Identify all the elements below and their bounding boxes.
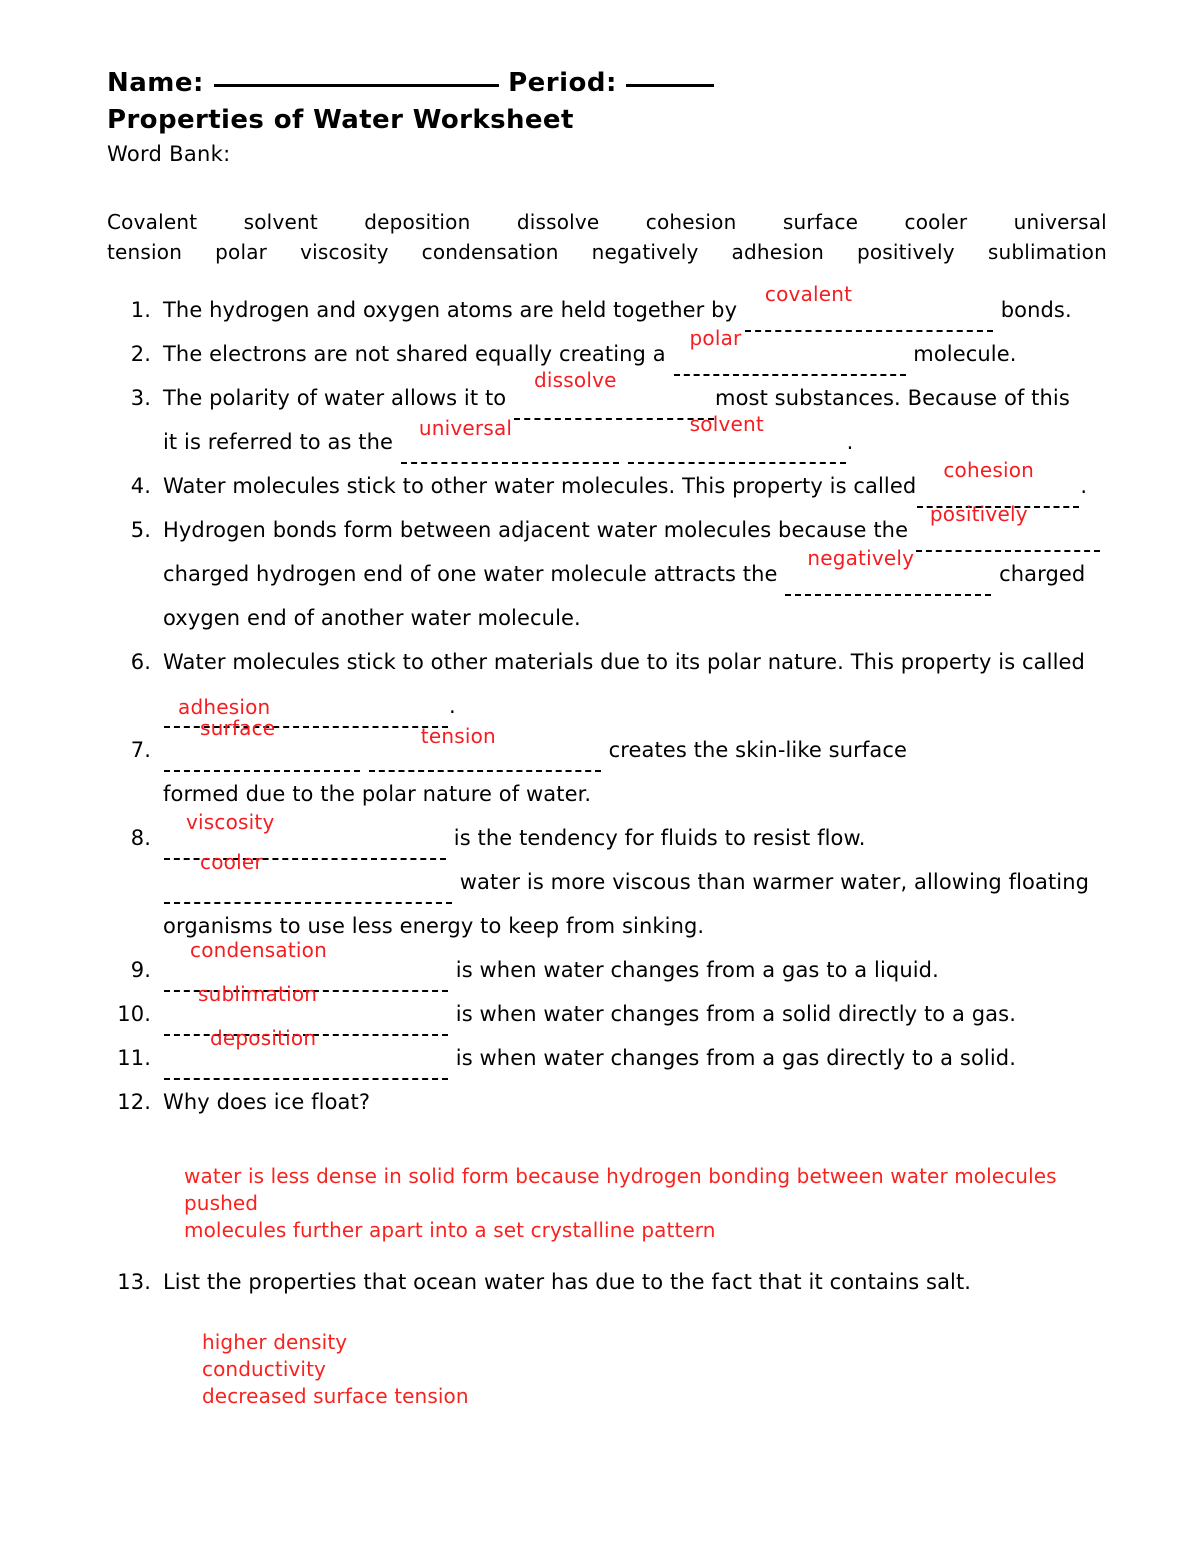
word-bank-term: deposition bbox=[364, 210, 471, 234]
question-body bbox=[163, 1260, 1117, 1304]
question-prompt-3: oxygen end of another water molecule. bbox=[163, 606, 581, 630]
word-bank-term: polar bbox=[215, 240, 268, 264]
question-list bbox=[107, 282, 1117, 1304]
answer-blank[interactable] bbox=[745, 282, 993, 332]
question-text-line bbox=[163, 282, 1117, 332]
answer-blank[interactable] bbox=[674, 326, 906, 376]
question-text-line bbox=[163, 1026, 1117, 1080]
question-body bbox=[163, 368, 1117, 464]
question-number: 6. bbox=[130, 650, 151, 674]
name-period-line bbox=[107, 66, 1117, 100]
question-suffix: most substances. Because of this bbox=[715, 386, 1070, 410]
question-suffix: bonds. bbox=[1000, 298, 1072, 322]
question-text-line bbox=[163, 502, 1117, 552]
question-suffix: is the tendency for fluids to resist flow. bbox=[453, 826, 866, 850]
response-line: molecules further apart into a set crystalline pattern bbox=[184, 1218, 716, 1242]
answer-blank[interactable] bbox=[164, 716, 360, 772]
word-bank-label: Word Bank: bbox=[107, 142, 231, 166]
student-answer: sublimation bbox=[198, 982, 318, 1006]
word-bank-term: viscosity bbox=[300, 240, 389, 264]
question-number: 3. bbox=[130, 386, 151, 410]
question-prompt-3: organisms to use less energy to keep from sinking. bbox=[163, 914, 705, 938]
question-number: 7. bbox=[130, 738, 151, 762]
answer-blank[interactable] bbox=[628, 412, 846, 464]
answer-blank[interactable] bbox=[164, 850, 452, 904]
question-number: 8. bbox=[130, 826, 151, 850]
word-bank bbox=[107, 207, 1107, 267]
period-label: Period: bbox=[508, 68, 617, 98]
word-bank-term: surface bbox=[782, 210, 859, 234]
student-answer: negatively bbox=[807, 546, 915, 570]
response-line: decreased surface tension bbox=[202, 1384, 469, 1408]
response-line: water is less dense in solid form because hydrogen bonding between water molecules pushed bbox=[184, 1164, 1057, 1215]
question-text-line-3 bbox=[163, 596, 1117, 640]
question-number: 5. bbox=[130, 518, 151, 542]
question-13-response bbox=[202, 1329, 1142, 1410]
question-text-line-2 bbox=[163, 546, 1117, 596]
word-bank-term: adhesion bbox=[731, 240, 824, 264]
question-suffix-2: water is more viscous than warmer water, allowing floating bbox=[459, 870, 1090, 894]
question-prompt-2: formed due to the polar nature of water. bbox=[163, 782, 592, 806]
question-body bbox=[163, 716, 1117, 816]
word-bank-term: positively bbox=[856, 240, 955, 264]
response-line: higher density bbox=[202, 1330, 348, 1354]
student-answer: adhesion bbox=[178, 695, 271, 719]
word-bank-term: tension bbox=[107, 240, 183, 264]
student-answer: tension bbox=[420, 724, 496, 748]
student-answer: deposition bbox=[210, 1026, 317, 1050]
question-11 bbox=[107, 1026, 1117, 1080]
student-answer: cooler bbox=[200, 850, 263, 874]
answer-blank[interactable] bbox=[369, 724, 601, 772]
student-answer: dissolve bbox=[534, 368, 617, 392]
answer-blank[interactable] bbox=[785, 546, 991, 596]
student-answer: positively bbox=[929, 502, 1028, 526]
question-3 bbox=[107, 368, 1117, 464]
question-suffix: is when water changes from a solid directly to a gas. bbox=[455, 1002, 1016, 1026]
question-suffix-2: charged bbox=[999, 562, 1086, 586]
name-blank[interactable] bbox=[214, 84, 499, 87]
question-suffix: is when water changes from a gas directly to a solid. bbox=[455, 1046, 1016, 1070]
question-text-line bbox=[163, 640, 1117, 684]
student-answer: universal bbox=[418, 416, 513, 440]
question-prompt: Why does ice float? bbox=[163, 1090, 371, 1114]
word-bank-term: solvent bbox=[243, 210, 318, 234]
word-bank-term: universal bbox=[1013, 210, 1107, 234]
answer-blank[interactable] bbox=[164, 1026, 448, 1080]
question-number: 9. bbox=[130, 958, 151, 982]
question-7 bbox=[107, 716, 1117, 816]
student-answer: covalent bbox=[764, 282, 853, 306]
question-body bbox=[163, 282, 1117, 332]
question-prompt: The polarity of water allows it to bbox=[163, 386, 507, 410]
question-suffix: . bbox=[1080, 474, 1088, 498]
question-body bbox=[163, 502, 1117, 640]
question-prompt: Water molecules stick to other water molecules. This property is called bbox=[163, 474, 917, 498]
question-body bbox=[163, 810, 1117, 948]
question-6 bbox=[107, 640, 1117, 728]
question-12-response bbox=[184, 1163, 1124, 1244]
question-body bbox=[163, 1080, 1117, 1124]
word-bank-row-1 bbox=[107, 207, 1107, 237]
question-suffix: molecule. bbox=[913, 342, 1017, 366]
student-answer: surface bbox=[200, 716, 276, 740]
question-text-line bbox=[163, 1080, 1117, 1124]
student-answer: polar bbox=[689, 326, 742, 350]
student-answer: solvent bbox=[689, 412, 764, 436]
question-body bbox=[163, 326, 1117, 376]
question-prompt-2: it is referred to as the bbox=[163, 430, 394, 454]
question-number: 13. bbox=[117, 1270, 151, 1294]
question-prompt: Hydrogen bonds form between adjacent water molecules because the bbox=[163, 518, 909, 542]
word-bank-term: condensation bbox=[421, 240, 559, 264]
word-bank-term: cohesion bbox=[645, 210, 737, 234]
question-number: 4. bbox=[130, 474, 151, 498]
question-number: 2. bbox=[130, 342, 151, 366]
word-bank-term: sublimation bbox=[987, 240, 1107, 264]
student-answer: cohesion bbox=[943, 458, 1035, 482]
answer-blank[interactable] bbox=[401, 416, 619, 464]
question-text-line bbox=[163, 716, 1117, 772]
answer-blank[interactable] bbox=[514, 368, 714, 420]
question-suffix: is when water changes from a gas to a liquid. bbox=[455, 958, 939, 982]
question-number: 1. bbox=[130, 298, 151, 322]
question-body bbox=[163, 640, 1117, 728]
question-8 bbox=[107, 810, 1117, 948]
question-text-line-2 bbox=[163, 684, 1117, 728]
question-text-line-2 bbox=[163, 772, 1117, 816]
word-bank-term: cooler bbox=[904, 210, 968, 234]
question-prompt-2: charged hydrogen end of one water molecule attracts the bbox=[163, 562, 778, 586]
question-12 bbox=[107, 1080, 1117, 1124]
question-suffix-2: . bbox=[449, 694, 456, 718]
name-label: Name: bbox=[107, 68, 204, 98]
question-suffix: creates the skin-like surface bbox=[608, 738, 907, 762]
question-1 bbox=[107, 282, 1117, 332]
question-text-line bbox=[163, 1260, 1117, 1304]
question-prompt: Water molecules stick to other materials due to its polar nature. This property is called bbox=[163, 650, 1085, 674]
document-header bbox=[107, 66, 1117, 169]
question-prompt: The electrons are not shared equally creating a bbox=[163, 342, 666, 366]
student-answer: viscosity bbox=[186, 810, 275, 834]
word-bank-term: Covalent bbox=[107, 210, 198, 234]
question-13 bbox=[107, 1260, 1117, 1304]
question-text-line bbox=[163, 810, 1117, 860]
question-prompt: List the properties that ocean water has due to the fact that it contains salt. bbox=[163, 1270, 972, 1294]
page-title: Properties of Water Worksheet bbox=[107, 105, 574, 135]
question-prompt: The hydrogen and oxygen atoms are held together by bbox=[163, 298, 738, 322]
question-text-line-2 bbox=[163, 850, 1117, 904]
student-answer: condensation bbox=[190, 938, 327, 962]
response-line: conductivity bbox=[202, 1357, 326, 1381]
question-number: 12. bbox=[117, 1090, 151, 1114]
period-blank[interactable] bbox=[626, 84, 714, 87]
question-suffix-2: . bbox=[846, 430, 854, 454]
question-body bbox=[163, 1026, 1117, 1080]
question-5 bbox=[107, 502, 1117, 640]
question-number: 11. bbox=[117, 1046, 151, 1070]
word-bank-term: dissolve bbox=[516, 210, 600, 234]
question-text-line bbox=[163, 326, 1117, 376]
question-text-line bbox=[163, 368, 1117, 420]
question-number: 10. bbox=[117, 1002, 151, 1026]
word-bank-term: negatively bbox=[591, 240, 699, 264]
answer-blank[interactable] bbox=[916, 502, 1100, 552]
word-bank-row-2 bbox=[107, 237, 1107, 267]
